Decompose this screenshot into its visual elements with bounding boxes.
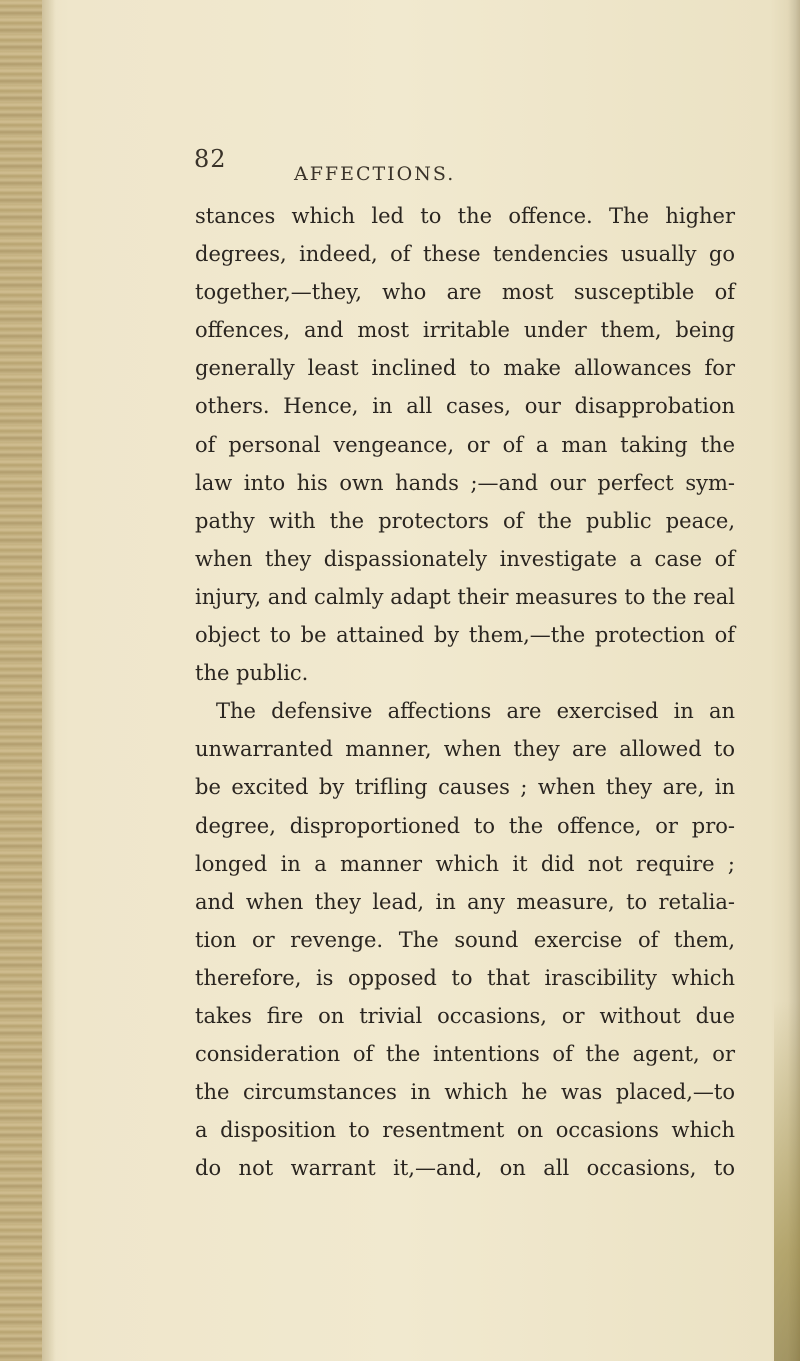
text-line: tion or revenge. The sound exercise of them, bbox=[195, 927, 735, 952]
text-line: consideration of the intentions of the agent, or bbox=[195, 1042, 735, 1067]
text-line: therefore, is opposed to that irascibility which bbox=[195, 965, 735, 990]
text-line: pathy with the protectors of the public peace, bbox=[195, 508, 735, 533]
text-line: degree, disproportioned to the offence, or pro- bbox=[195, 813, 735, 838]
text-line: unwarranted manner, when they are allowed to bbox=[195, 737, 735, 762]
text-line: when they dispassionately investigate a case of bbox=[195, 546, 735, 571]
text-line: takes fire on trivial occasions, or without due bbox=[195, 1003, 735, 1028]
text-line: stances which led to the offence. The higher bbox=[195, 204, 735, 228]
text-line: a disposition to resentment on occasions which bbox=[195, 1118, 735, 1143]
text-line: injury, and calmly adapt their measures to the real bbox=[195, 584, 735, 609]
text-line: The defensive affections are exercised in an bbox=[216, 699, 735, 724]
text-line: generally least inclined to make allowances for bbox=[195, 356, 735, 381]
text-line: law into his own hands ;—and our perfect sym- bbox=[195, 470, 735, 495]
text-line: together,—they, who are most susceptible of bbox=[195, 280, 735, 305]
text-line: the circumstances in which he was placed,—to bbox=[195, 1080, 735, 1105]
text-line: offences, and most irritable under them, being bbox=[195, 318, 735, 343]
body-text bbox=[195, 197, 735, 1187]
text-line: object to be attained by them,—the protection of bbox=[195, 623, 735, 648]
text-line: longed in a manner which it did not require ; bbox=[195, 851, 735, 876]
text-line: be excited by trifling causes ; when they are, in bbox=[195, 775, 735, 800]
text-line: others. Hence, in all cases, our disapprobation bbox=[195, 394, 735, 419]
binding-gutter bbox=[0, 0, 42, 1361]
running-head: AFFECTIONS. bbox=[294, 163, 456, 185]
text-line: degrees, indeed, of these tendencies usually go bbox=[195, 242, 735, 267]
page-edge-shadow bbox=[774, 1001, 800, 1361]
page-number: 82 bbox=[194, 145, 227, 173]
text-line: do not warrant it,—and, on all occasions, to bbox=[195, 1156, 735, 1181]
text-line: and when they lead, in any measure, to retalia- bbox=[195, 889, 735, 914]
text-line: the public. bbox=[195, 661, 309, 686]
text-line: of personal vengeance, or of a man taking the bbox=[195, 432, 735, 457]
